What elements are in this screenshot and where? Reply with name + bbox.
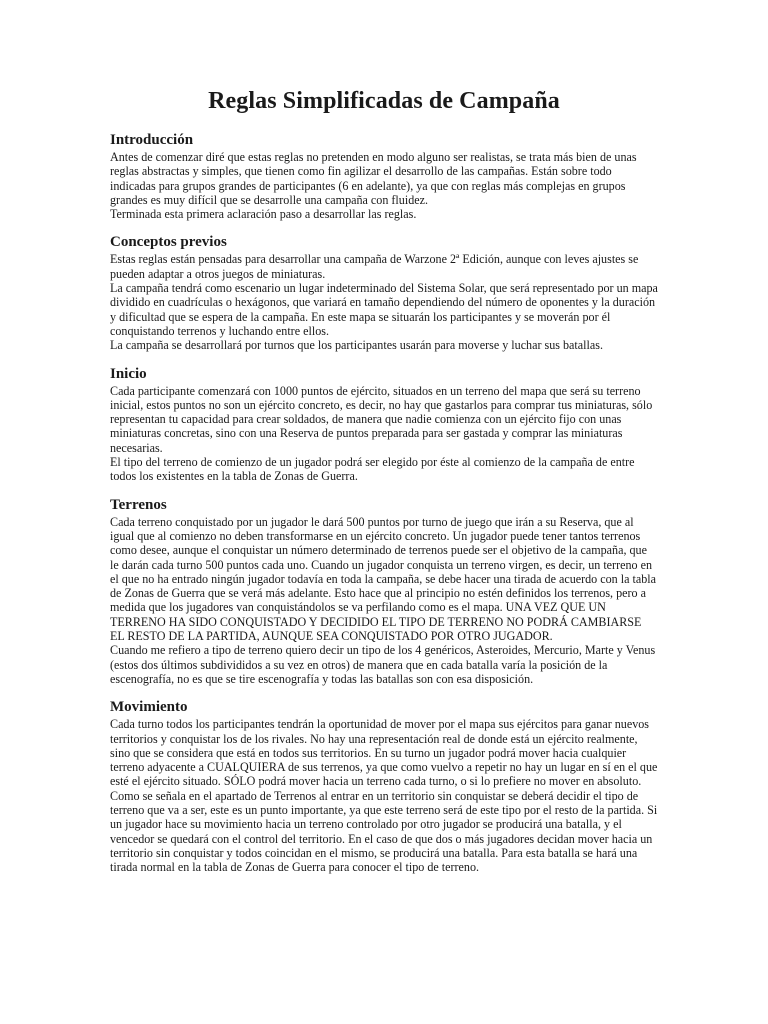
section-inicio [110, 366, 658, 484]
paragraph: Cuando me refiero a tipo de terreno quiero decir un tipo de los 4 genéricos, Asteroides, Mercurio, Marte y Venus (estos dos últimos subdivididos a su vez en otros) de manera que en cada batalla varía la posición de la escenografía, no es que se tire escenografía y todas las batallas son con esa disposición. [110, 643, 656, 686]
section-conceptos-previos [110, 234, 658, 352]
section-introduccion [110, 132, 658, 221]
section-heading: Introducción [110, 132, 194, 148]
section-heading: Movimiento [110, 699, 188, 716]
paragraph: Cada terreno conquistado por un jugador le dará 500 puntos por turno de juego que irán a su Reserva, que al igual que al comienzo no deben transformarse en un ejército concreto. Un jugador puede tener tantos terrenos como desee, aunque el conquistar un número determinado de terrenos puede ser el objetivo de la campaña, que le darán cada turno 500 puntos cada uno. Cuando un jugador conquista un terreno virgen, es decir, un terreno en el que no ha entrado ningún jugador todavía en toda la campaña, se debe hacer una tirada de acuerdo con la tabla de Zonas de Guerra que se verá más adelante. Esto hace que al principio no estén definidos los terrenos, pero a medida que los jugadores van conquistándolos se va perfilando como es el mapa. UNA VEZ QUE UN TERRENO HA SIDO CONQUISTADO Y DECIDIDO EL TIPO DE TERRENO NO PODRÁ CAMBIARSE EL RESTO DE LA PARTIDA, AUNQUE SEA CONQUISTADO POR OTRO JUGADOR. [110, 514, 656, 644]
paragraph: Cada turno todos los participantes tendrán la oportunidad de mover por el mapa sus ejércitos para ganar nuevos territorios y conquistar los de los rivales. No hay una representación real de donde está un ejército realmente, sino que se considera que está en todos sus territorios. En su turno un jugador podrá mover hacia cualquier terreno adyacente a CUALQUIERA de sus terrenos, ya que como vuelvo a repetir no hay un lugar en sí en el que esté el ejército situado. SÓLO podrá mover hacia un terreno cada turno, o si lo prefiere no mover en absoluto. Como se señala en el apartado de Terrenos al entrar en un territorio sin conquistar se deberá decidir el tipo de terreno que va a ser, este es un punto importante, ya que este terreno será de este tipo por el resto de la partida. Si un jugador hace su movimiento hacia un terreno controlado por otro jugador se producirá una batalla, y el vencedor se quedará con el control del territorio. En el caso de que dos o más jugadores decidan mover hacia un territorio sin conquistar y todos coincidan en el mismo, se producirá una batalla. Para esta batalla se hará una tirada normal en la tabla de Zonas de Guerra para conocer el tipo de terreno. [110, 717, 658, 875]
section-heading: Conceptos previos [110, 234, 227, 251]
paragraph: La campaña se desarrollará por turnos que los participantes usarán para moverse y luchar sus batallas. [110, 338, 603, 353]
paragraph: Antes de comenzar diré que estas reglas no pretenden en modo alguno ser realistas, se trata más bien de unas reglas abstractas y simples, que tienen como fin agilizar el desarrollo de las campañas. Están sobre todo indicadas para grupos grandes de participantes (6 en adelante), ya que con reglas más complejas en grupos grandes es muy difícil que se desarrolle una campaña con fluidez. [110, 150, 637, 207]
paragraph: Estas reglas están pensadas para desarrollar una campaña de Warzone 2ª Edición, aunque con leves ajustes se pueden adaptar a otros juegos de miniaturas. [110, 252, 639, 281]
section-movimiento [110, 699, 658, 874]
section-heading: Terrenos [110, 496, 167, 513]
section-terrenos [110, 497, 658, 687]
paragraph: Terminada esta primera aclaración paso a desarrollar las reglas. [110, 207, 417, 222]
section-heading: Inicio [110, 365, 147, 382]
document-title: Reglas Simplificadas de Campaña [208, 88, 560, 114]
document-page [110, 86, 658, 887]
paragraph: El tipo del terreno de comienzo de un jugador podrá ser elegido por éste al comienzo de la campaña de entre todos los existentes en la tabla de Zonas de Guerra. [110, 455, 635, 484]
paragraph: Cada participante comenzará con 1000 puntos de ejército, situados en un terreno del mapa que será su terreno inicial, estos puntos no son un ejército concreto, es decir, no hay que gastarlos para comprar tus miniaturas, sólo representan tu capacidad para crear soldados, de manera que nadie comienza con un ejército fijo con unas miniaturas concretas, sino con una Reserva de puntos preparada para ser gastada y comprar las miniaturas necesarias. [110, 383, 653, 455]
paragraph: La campaña tendrá como escenario un lugar indeterminado del Sistema Solar, que será representado por un mapa dividido en cuadrículas o hexágonos, que variará en tamaño dependiendo del número de oponentes y la duración y dificultad que se espera de la campaña. En este mapa se situarán los participantes y se moverán por él conquistando terrenos y luchando entre ellos. [110, 281, 658, 338]
